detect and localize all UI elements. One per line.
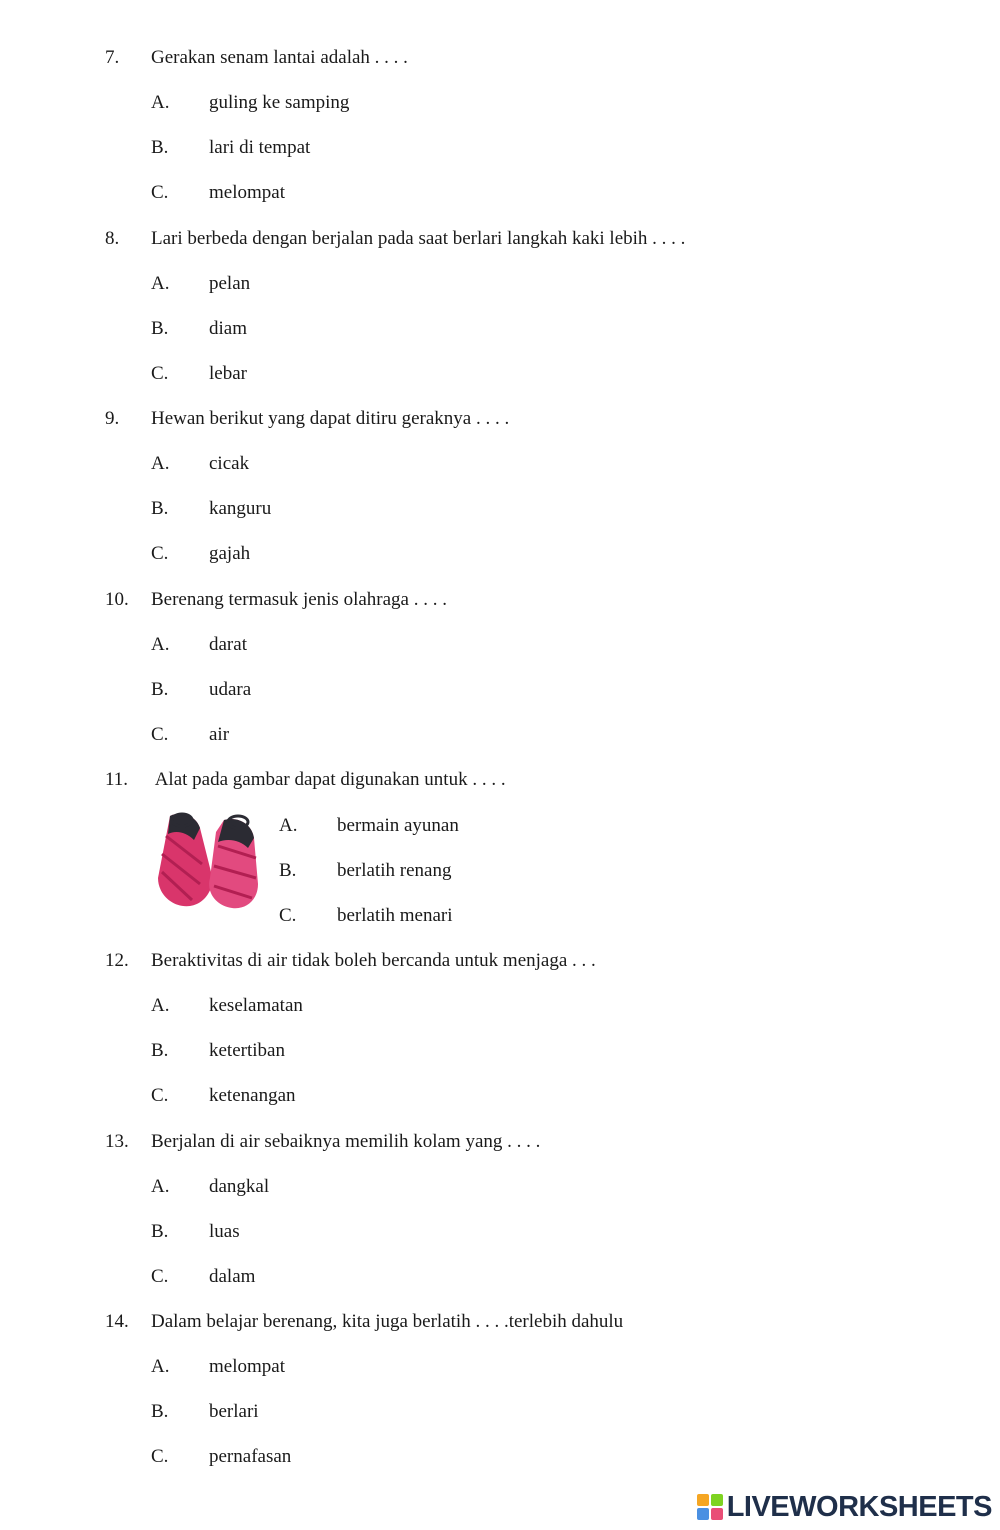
question-text: Berenang termasuk jenis olahraga . . . . <box>151 589 447 610</box>
option-letter: C. <box>151 1085 169 1106</box>
logo-text: LIVEWORKSHEETS <box>726 1490 992 1523</box>
option-letter: C. <box>151 724 169 745</box>
option-text: melompat <box>209 1356 285 1377</box>
question-number: 13. <box>105 1131 129 1152</box>
option-letter: B. <box>279 860 297 881</box>
question-number: 11. <box>105 769 129 790</box>
option-letter: A. <box>151 273 170 294</box>
option-letter: C. <box>151 1446 169 1467</box>
question-text: Alat pada gambar dapat digunakan untuk . . . . <box>151 769 506 790</box>
question-number: 12. <box>105 950 129 971</box>
left-fin <box>158 814 212 907</box>
option-text: air <box>209 724 230 745</box>
option-letter: B. <box>151 1040 169 1061</box>
option-letter: C. <box>151 182 169 203</box>
question-text: Berjalan di air sebaiknya memilih kolam yang . . . . <box>151 1131 541 1152</box>
question-text: Dalam belajar berenang, kita juga berlatih . . . .terlebih dahulu <box>151 1311 624 1332</box>
option-letter: B. <box>151 1221 169 1242</box>
option-letter: B. <box>151 1401 169 1422</box>
option-text: udara <box>209 679 252 700</box>
logo-square <box>697 1494 709 1506</box>
option-text: gajah <box>209 543 251 564</box>
option-text: melompat <box>209 182 285 203</box>
right-fin <box>209 816 258 908</box>
option-letter: B. <box>151 318 169 339</box>
option-letter: A. <box>151 453 170 474</box>
question-text: Beraktivitas di air tidak boleh bercanda untuk menjaga . . . <box>151 950 596 971</box>
question-number: 9. <box>105 408 120 429</box>
option-text: diam <box>209 318 247 339</box>
option-letter: A. <box>151 92 170 113</box>
option-letter: C. <box>151 363 169 384</box>
option-text: berlatih renang <box>337 860 452 881</box>
option-letter: C. <box>279 905 297 926</box>
option-letter: A. <box>279 815 298 836</box>
option-text: ketertiban <box>209 1040 285 1061</box>
option-letter: A. <box>151 1176 170 1197</box>
option-text: luas <box>209 1221 240 1242</box>
option-letter: B. <box>151 679 169 700</box>
option-letter: A. <box>151 995 170 1016</box>
option-letter: C. <box>151 543 169 564</box>
option-text: kanguru <box>209 498 272 519</box>
question-text: Hewan berikut yang dapat ditiru geraknya . . . . <box>151 408 510 429</box>
option-text: lebar <box>209 363 247 384</box>
question-text: Gerakan senam lantai adalah . . . . <box>151 47 408 68</box>
question-text: Lari berbeda dengan berjalan pada saat berlari langkah kaki lebih . . . . <box>151 228 686 249</box>
question-number: 10. <box>105 589 129 610</box>
option-text: lari di tempat <box>209 137 311 158</box>
logo-square <box>697 1508 709 1520</box>
option-text: keselamatan <box>209 995 303 1016</box>
option-text: pernafasan <box>209 1446 292 1467</box>
logo-icon <box>697 1494 723 1520</box>
question-number: 8. <box>105 228 120 249</box>
swim-fins-icon <box>152 806 264 914</box>
option-letter: B. <box>151 137 169 158</box>
option-letter: B. <box>151 498 169 519</box>
option-letter: C. <box>151 1266 169 1287</box>
liveworksheets-logo[interactable] <box>697 1490 992 1524</box>
option-text: bermain ayunan <box>337 815 459 836</box>
option-text: pelan <box>209 273 251 294</box>
question-number: 14. <box>105 1311 129 1332</box>
option-text: berlatih menari <box>337 905 453 926</box>
question-number: 7. <box>105 47 120 68</box>
option-text: berlari <box>209 1401 259 1422</box>
option-text: guling ke samping <box>209 92 350 113</box>
logo-square <box>711 1508 723 1520</box>
option-letter: A. <box>151 634 170 655</box>
option-text: cicak <box>209 453 250 474</box>
logo-square <box>711 1494 723 1506</box>
option-text: dangkal <box>209 1176 270 1197</box>
option-text: ketenangan <box>209 1085 296 1106</box>
option-text: dalam <box>209 1266 256 1287</box>
option-letter: A. <box>151 1356 170 1377</box>
option-text: darat <box>209 634 247 655</box>
